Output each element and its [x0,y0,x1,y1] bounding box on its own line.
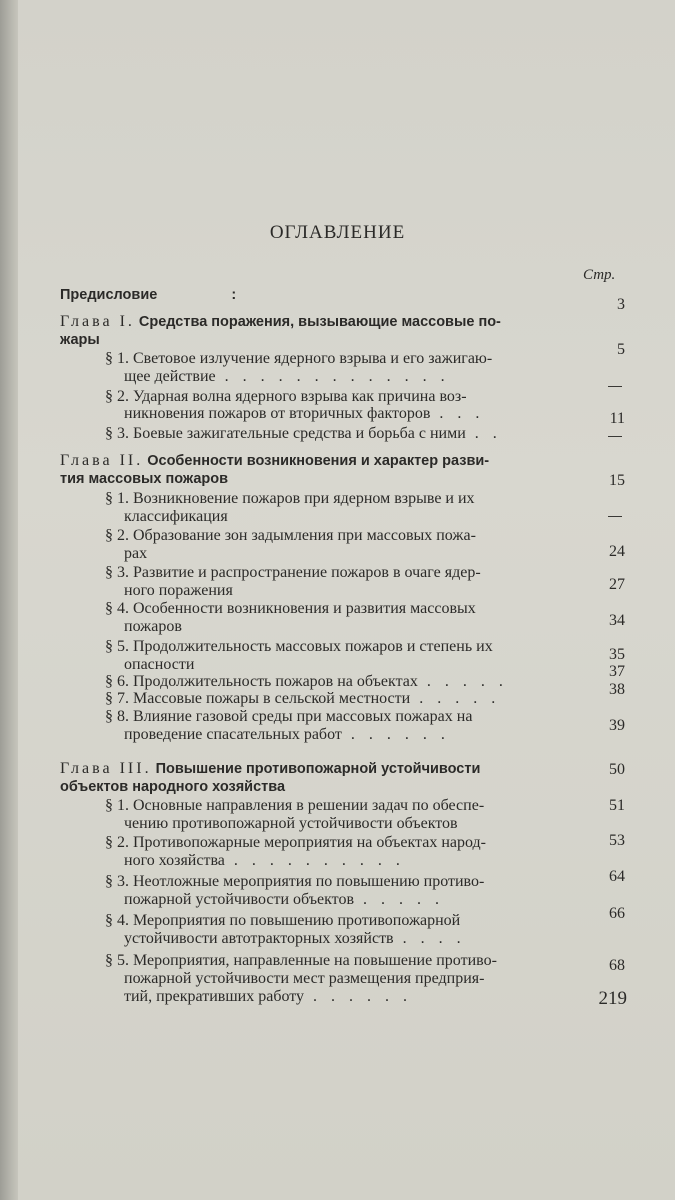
toc-preface-label: Предисловие [60,287,158,303]
toc-chapter-3 [60,760,480,778]
chapter-1-title-line1: Средства поражения, вызывающие массовые по- [138,314,501,330]
ch3-sec2-line1: § 2. Противопожарные мероприятия на объектах народ- [105,834,487,851]
ch3-sec4-page: 66 [609,905,625,922]
ch2-sec2-line1: § 2. Образование зон задымления при массовых пожа- [105,527,476,544]
ch3-sec5-line2: пожарной устойчивости мест размещения предприя- [124,970,485,987]
chapter-1-page: 5 [617,341,625,358]
ch2-sec6-page: 37 [609,663,625,680]
ch1-sec1-page [608,386,622,387]
chapter-2-page: 15 [609,472,625,489]
page-column-header: Стр. [583,267,616,283]
toc-preface-page: 3 [617,296,625,313]
ch3-sec1-line2: чению противопожарной устойчивости объектов [124,815,458,832]
chapter-3-title-line1: Повышение противопожарной устойчивости [155,761,481,777]
ch2-sec7-line1: § 7. Массовые пожары в сельской местности . . . . . [105,690,501,707]
ch2-sec3-line1: § 3. Развитие и распространение пожаров в очаге ядер- [105,564,481,581]
ch2-sec8-line2: проведение спасательных работ . . . . . . [124,726,450,743]
ch3-sec4-line2: устойчивости автотракторных хозяйств . . . . [124,930,466,947]
ch2-sec4-line1: § 4. Особенности возникновения и развития массовых [105,600,476,617]
ch1-sec1-line1: § 1. Световое излучение ядерного взрыва и его зажигаю- [105,350,493,367]
ch1-sec3-page [608,436,622,437]
ch2-sec4-line2: пожаров [124,618,182,635]
ch2-sec1-page [608,516,622,517]
chapter-1-title-line2: жары [60,332,100,348]
ch2-sec3-page: 27 [609,576,625,593]
ch2-sec8-page: 39 [609,717,625,734]
book-spine-shadow [0,0,18,1200]
ch3-sec2-page: 53 [609,832,625,849]
ch1-sec1-line2: щее действие . . . . . . . . . . . . . [124,368,450,385]
ch1-sec3-line1: § 3. Боевые зажигательные средства и борьба с ними . . [105,425,502,442]
ch2-sec5-page: 35 [609,646,625,663]
toc-preface-dots: : [231,287,237,303]
ch3-sec4-line1: § 4. Мероприятия по повышению противопожарной [105,912,461,929]
ch1-sec2-line1: § 2. Ударная волна ядерного взрыва как причина воз- [105,388,467,405]
ch3-sec3-page: 64 [609,868,625,885]
ch2-sec3-line2: ного поражения [124,582,233,599]
ch2-sec1-line1: § 1. Возникновение пожаров при ядерном взрыве и их [105,490,475,507]
toc-chapter-1 [60,313,501,331]
ch1-sec2-page: 11 [609,410,625,427]
ch2-sec7-page: 38 [609,681,625,698]
toc-preface [60,286,236,304]
chapter-1-prefix: Глава I. [60,313,135,330]
chapter-2-title-line2: тия массовых пожаров [60,471,229,487]
ch3-sec1-line1: § 1. Основные направления в решении задач по обеспе- [105,797,485,814]
page-title: ОГЛАВЛЕНИЕ [269,222,406,243]
page-number: 219 [598,988,627,1009]
ch2-sec4-page: 34 [609,612,625,629]
ch2-sec5-line1: § 5. Продолжительность массовых пожаров и степень их [105,638,493,655]
ch2-sec1-line2: классификация [124,508,228,525]
ch3-sec5-line3: тий, прекративших работу . . . . . . [124,988,413,1005]
ch2-sec2-page: 24 [609,543,625,560]
ch1-sec2-line2: никновения пожаров от вторичных факторов . . . [124,405,485,422]
ch3-sec2-line2: ного хозяйства . . . . . . . . . . [124,852,405,869]
chapter-3-page: 50 [609,761,625,778]
chapter-3-title-line2: объектов народного хозяйства [60,779,286,795]
ch2-sec2-line2: рах [124,545,148,562]
ch3-sec3-line2: пожарной устойчивости объектов . . . . . [124,891,445,908]
chapter-2-prefix: Глава II. [60,452,144,469]
chapter-2-title-line1: Особенности возникновения и характер разви- [147,453,490,469]
ch2-sec8-line1: § 8. Влияние газовой среды при массовых пожарах на [105,708,473,725]
ch3-sec5-page: 68 [609,957,625,974]
ch3-sec3-line1: § 3. Неотложные мероприятия по повышению противо- [105,873,485,890]
toc-chapter-2 [60,452,489,470]
chapter-3-prefix: Глава III. [60,760,152,777]
ch2-sec6-line1: § 6. Продолжительность пожаров на объектах . . . . . [105,673,508,690]
ch3-sec1-page: 51 [609,797,625,814]
ch3-sec5-line1: § 5. Мероприятия, направленные на повышение противо- [105,952,497,969]
ch2-sec5-line2: опасности [124,656,195,673]
